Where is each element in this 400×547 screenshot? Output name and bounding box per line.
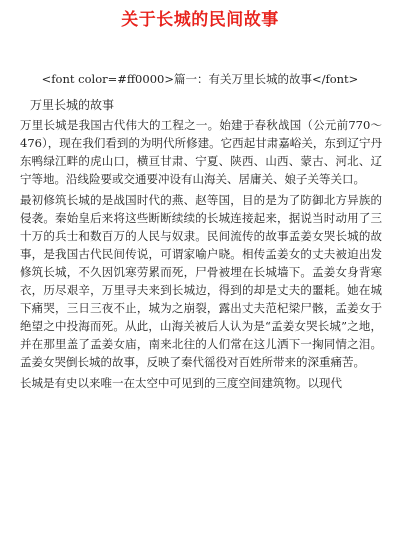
paragraph-space: 长城是有史以来唯一在太空中可见到的三度空间建筑物。以现代 [20, 376, 342, 390]
document-title: 关于长城的民间故事 [121, 10, 279, 30]
paragraph-intro: 万里长城是我国古代伟大的工程之一。始建于春秋战国（公元前770～476），现在我们看到的为明代所修建。它西起甘肃嘉峪关，东到辽宁丹东鸭绿江畔的虎山口，横亘甘肃、宁夏、陕西、山西、蒙古、河北、辽宁等地。沿线险要或交通要冲设有山海关、居庸关、娘子关等关口。 [20, 118, 382, 186]
article-tagline: <font color=#ff0000>篇一：有关万里长城的故事</font> [41, 72, 359, 86]
story-subtitle: 万里长城的故事 [30, 98, 115, 112]
article-body [0, 116, 400, 392]
paragraph-history: 最初修筑长城的是战国时代的燕、赵等国，目的是为了防御北方异族的侵袭。秦始皇后来将这些断断续续的长城连接起来，据说当时动用了三十万的兵士和数百万的人民与奴隶。民间流传的故事孟姜女哭长城的故事，是我国古代民间传说，可谓家喻户晓。相传孟姜女的丈夫被迫出发修筑长城，不久因饥寒劳累而死，尸骨被埋在长城墙下。孟姜女身背寒衣，历尽艰辛，万里寻夫来到长城边，得到的却是丈夫的噩耗。她在城下痛哭，三日三夜不止，城为之崩裂，露出丈夫范杞梁尸骸，孟姜女于绝望之中投海而死。从此，山海关被后人认为是“孟姜女哭长城”之地，并在那里盖了孟姜女庙，南来北往的人们常在这儿洒下一掬同情之泪。孟姜女哭倒长城的故事，反映了秦代徭役对百姓所带来的深重痛苦。 [20, 193, 382, 369]
